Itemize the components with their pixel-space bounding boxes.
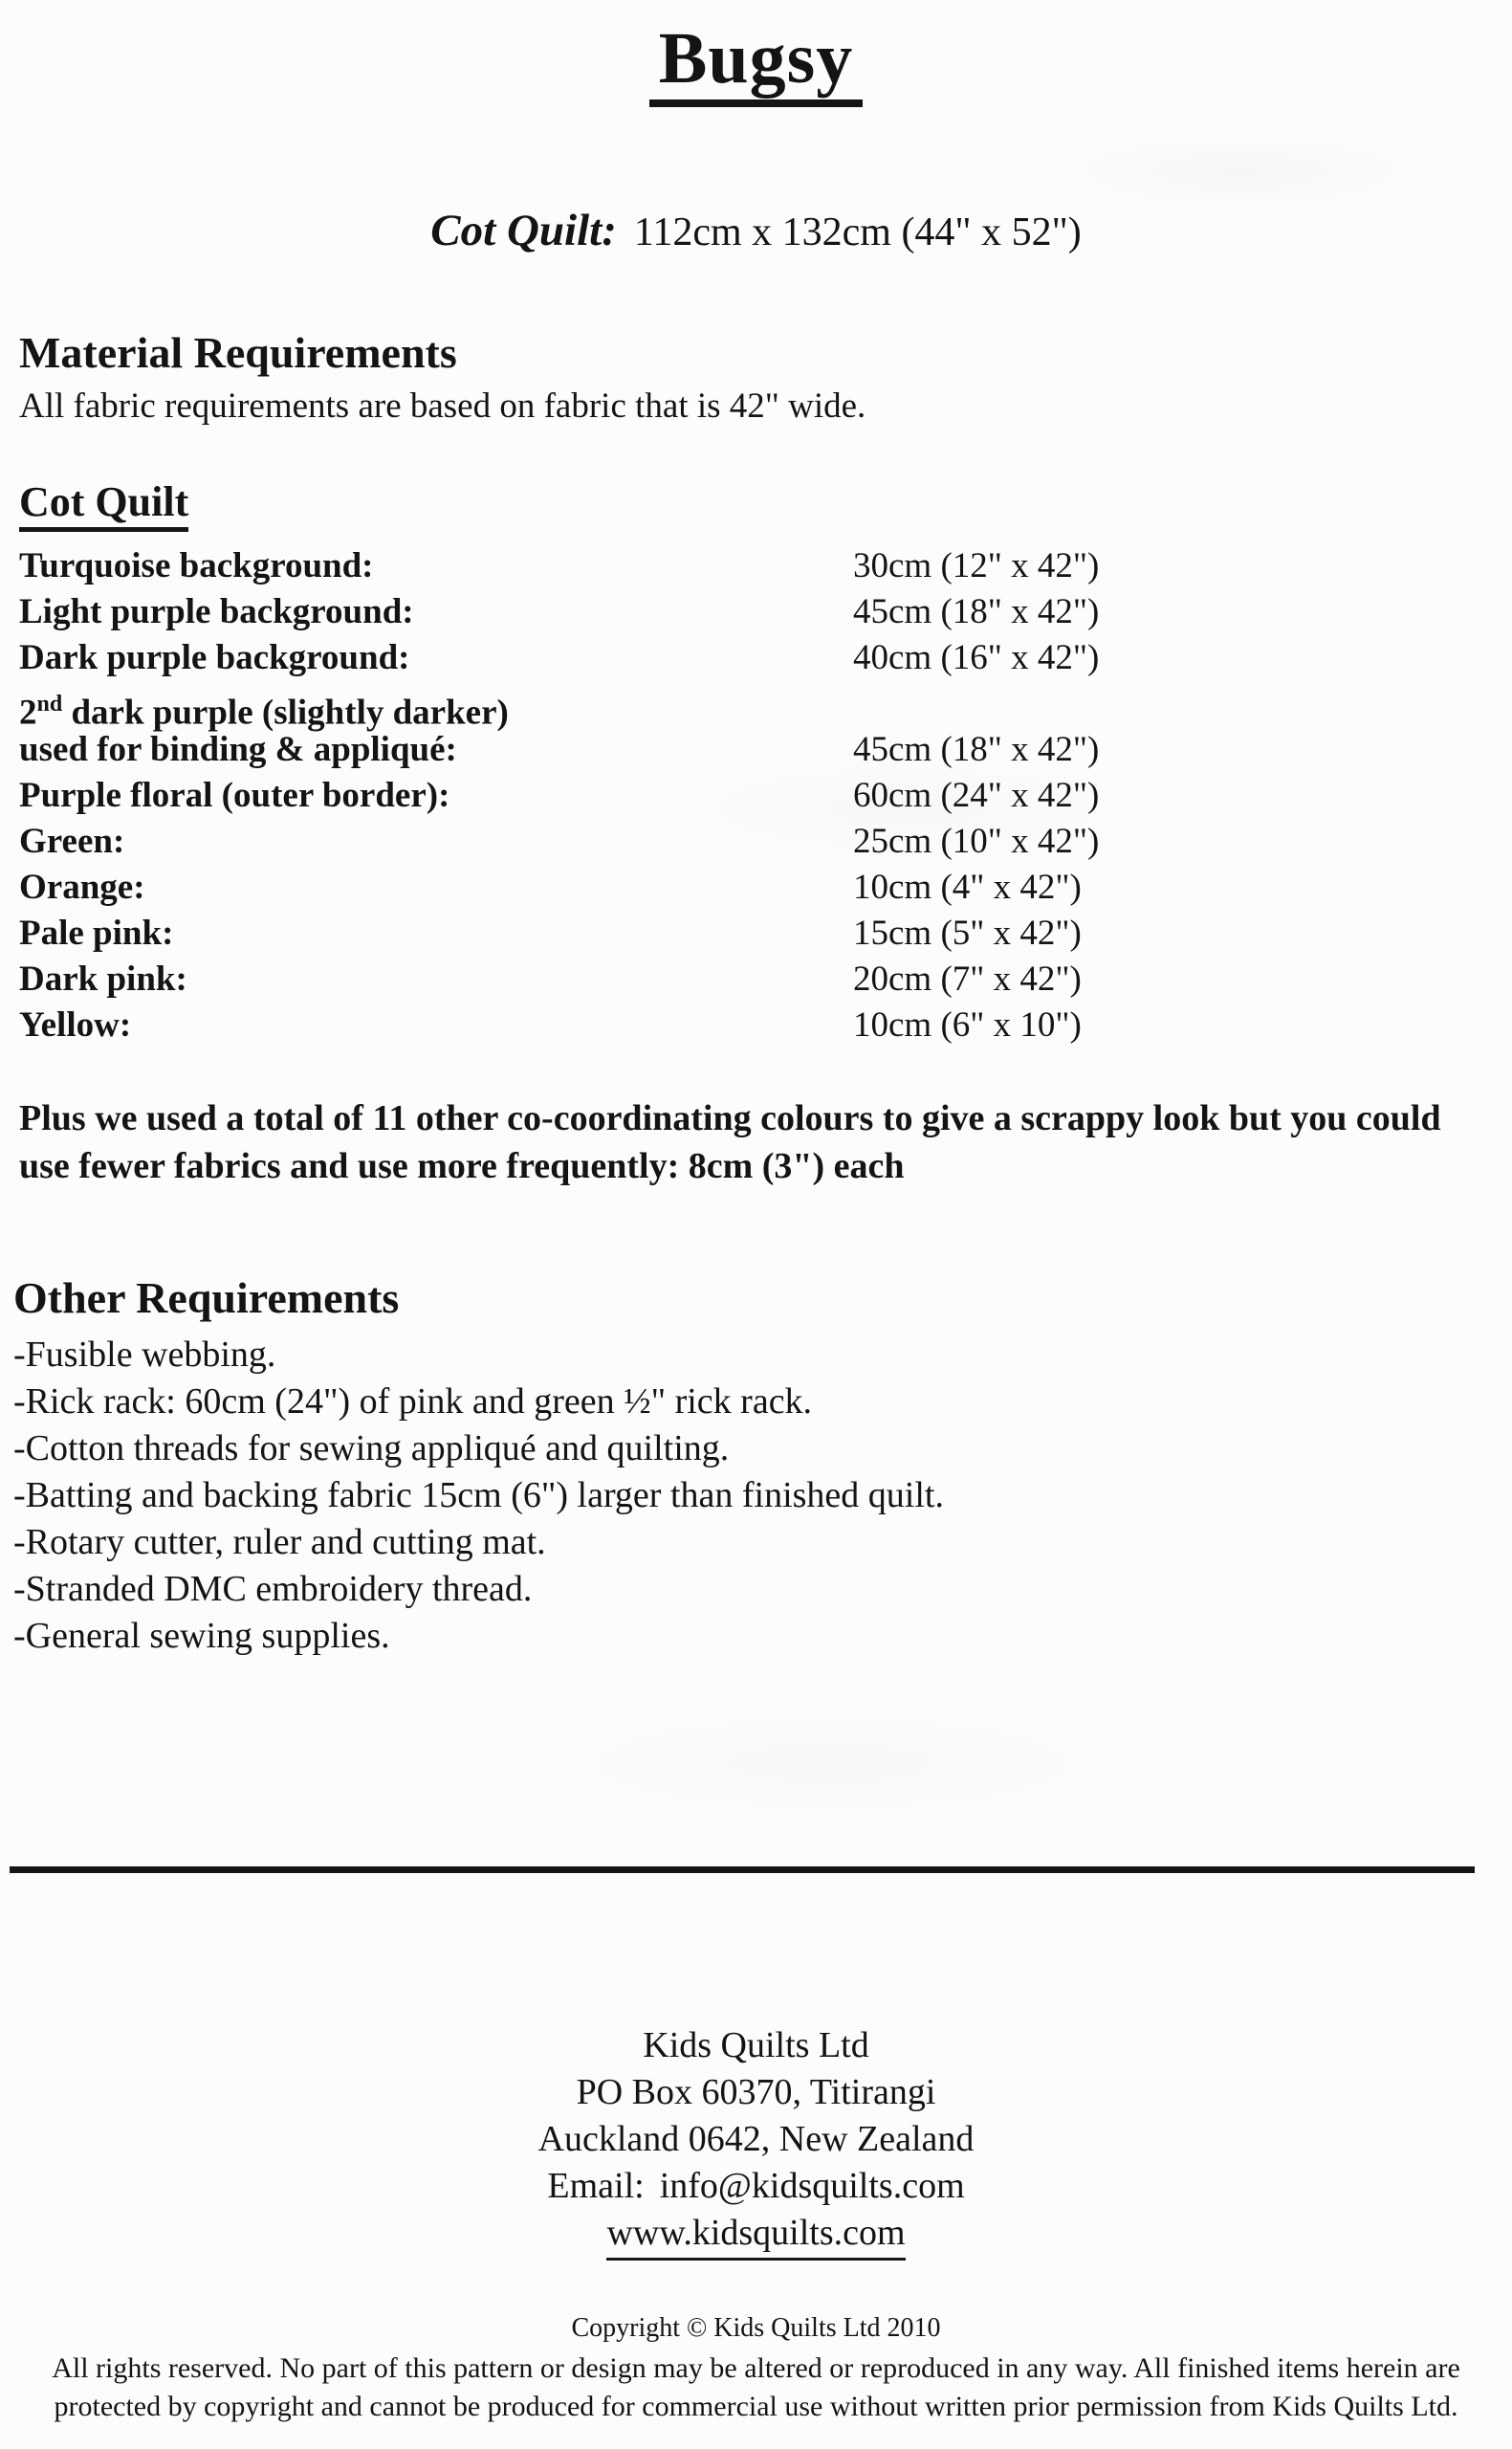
fabric-label: Orange: xyxy=(19,867,145,907)
publisher-block xyxy=(0,2022,1512,2261)
fabric-label: Yellow: xyxy=(19,1004,132,1045)
table-row xyxy=(19,819,1493,865)
list-item: -Rotary cutter, ruler and cutting mat. xyxy=(13,1522,546,1563)
list-item: -General sewing supplies. xyxy=(13,1616,390,1657)
company-name: Kids Quilts Ltd xyxy=(643,2025,869,2066)
table-row xyxy=(19,865,1493,911)
other-requirements-list xyxy=(13,1332,1493,1660)
material-requirements-heading: Material Requirements xyxy=(19,327,457,377)
material-requirements-section xyxy=(19,329,1493,1048)
fabric-label: Light purple background: xyxy=(19,591,414,631)
table-row xyxy=(19,1003,1493,1048)
fabric-amount: 15cm (5" x 42") xyxy=(853,913,1082,953)
copyright-line: Copyright © Kids Quilts Ltd 2010 xyxy=(571,2313,941,2344)
scrappy-colours-note: Plus we used a total of 11 other co-coordinating colours to give a scrappy look but you could use fewer fabrics and use more frequently: 8cm (3") each xyxy=(19,1097,1441,1186)
title-wrap xyxy=(0,18,1512,107)
fabric-label: Green: xyxy=(19,821,125,861)
table-row xyxy=(19,911,1493,957)
other-requirements-section xyxy=(13,1274,1493,1661)
fabric-label: used for binding & appliqué: xyxy=(19,729,457,769)
table-row xyxy=(19,727,1493,773)
other-requirements-heading: Other Requirements xyxy=(13,1272,400,1322)
table-row xyxy=(19,681,1493,732)
website-line xyxy=(0,2210,1512,2261)
rights-statement: All rights reserved. No part of this pattern or design may be altered or reproduced in any way. All finished items herein are protected by copyright and cannot be produced for commercial use without written prior permission from Kids Quilts Ltd. xyxy=(52,2352,1460,2423)
website-url: www.kidsquilts.com xyxy=(606,2210,905,2261)
fabric-amount: 10cm (4" x 42") xyxy=(853,867,1082,907)
table-row xyxy=(19,589,1493,635)
address-line-2: Auckland 0642, New Zealand xyxy=(537,2119,975,2160)
address-line-1: PO Box 60370, Titirangi xyxy=(576,2072,936,2113)
table-row xyxy=(19,635,1493,681)
fabric-label: Dark pink: xyxy=(19,959,187,999)
table-row xyxy=(19,957,1493,1003)
quilt-size-line xyxy=(0,205,1512,256)
fabric-amount: 40cm (16" x 42") xyxy=(853,637,1100,677)
table-row xyxy=(19,773,1493,819)
fabric-label: Turquoise background: xyxy=(19,545,374,585)
fabric-requirements-table xyxy=(19,543,1493,1048)
cot-quilt-subheading: Cot Quilt xyxy=(19,480,188,531)
fabric-amount: 25cm (10" x 42") xyxy=(853,821,1100,861)
list-item: -Fusible webbing. xyxy=(13,1335,276,1376)
fabric-amount: 20cm (7" x 42") xyxy=(853,959,1082,999)
fabric-label-base: 2 xyxy=(19,692,37,732)
fabric-label: Purple floral (outer border): xyxy=(19,775,450,815)
fabric-label: Pale pink: xyxy=(19,913,174,953)
list-item: -Rick rack: 60cm (24") of pink and green ½" rick rack. xyxy=(13,1381,813,1423)
email-line xyxy=(0,2163,1512,2210)
list-item: -Cotton threads for sewing appliqué and quilting. xyxy=(13,1428,730,1469)
quilt-size-value: 112cm x 132cm (44" x 52") xyxy=(633,210,1082,254)
ordinal-superscript: nd xyxy=(36,691,63,717)
page-title: Bugsy xyxy=(649,21,864,107)
email-address: info@kidsquilts.com xyxy=(659,2166,965,2207)
fabric-amount: 45cm (18" x 42") xyxy=(853,729,1100,769)
horizontal-rule xyxy=(10,1866,1475,1873)
fabric-amount: 10cm (6" x 10") xyxy=(853,1004,1082,1045)
list-item: -Batting and backing fabric 15cm (6") larger than finished quilt. xyxy=(13,1475,944,1516)
fabric-width-note: All fabric requirements are based on fabric that is 42" wide. xyxy=(19,386,866,427)
fabric-label-rest: dark purple (slightly darker) xyxy=(62,692,509,732)
table-row xyxy=(19,543,1493,589)
fabric-amount: 60cm (24" x 42") xyxy=(853,775,1100,815)
fabric-amount: 30cm (12" x 42") xyxy=(853,545,1100,585)
quilt-size-label: Cot Quilt: xyxy=(430,205,617,255)
list-item: -Stranded DMC embroidery thread. xyxy=(13,1569,533,1610)
fabric-amount: 45cm (18" x 42") xyxy=(853,591,1100,631)
fabric-label: Dark purple background: xyxy=(19,637,410,677)
email-label: Email: xyxy=(547,2166,645,2207)
